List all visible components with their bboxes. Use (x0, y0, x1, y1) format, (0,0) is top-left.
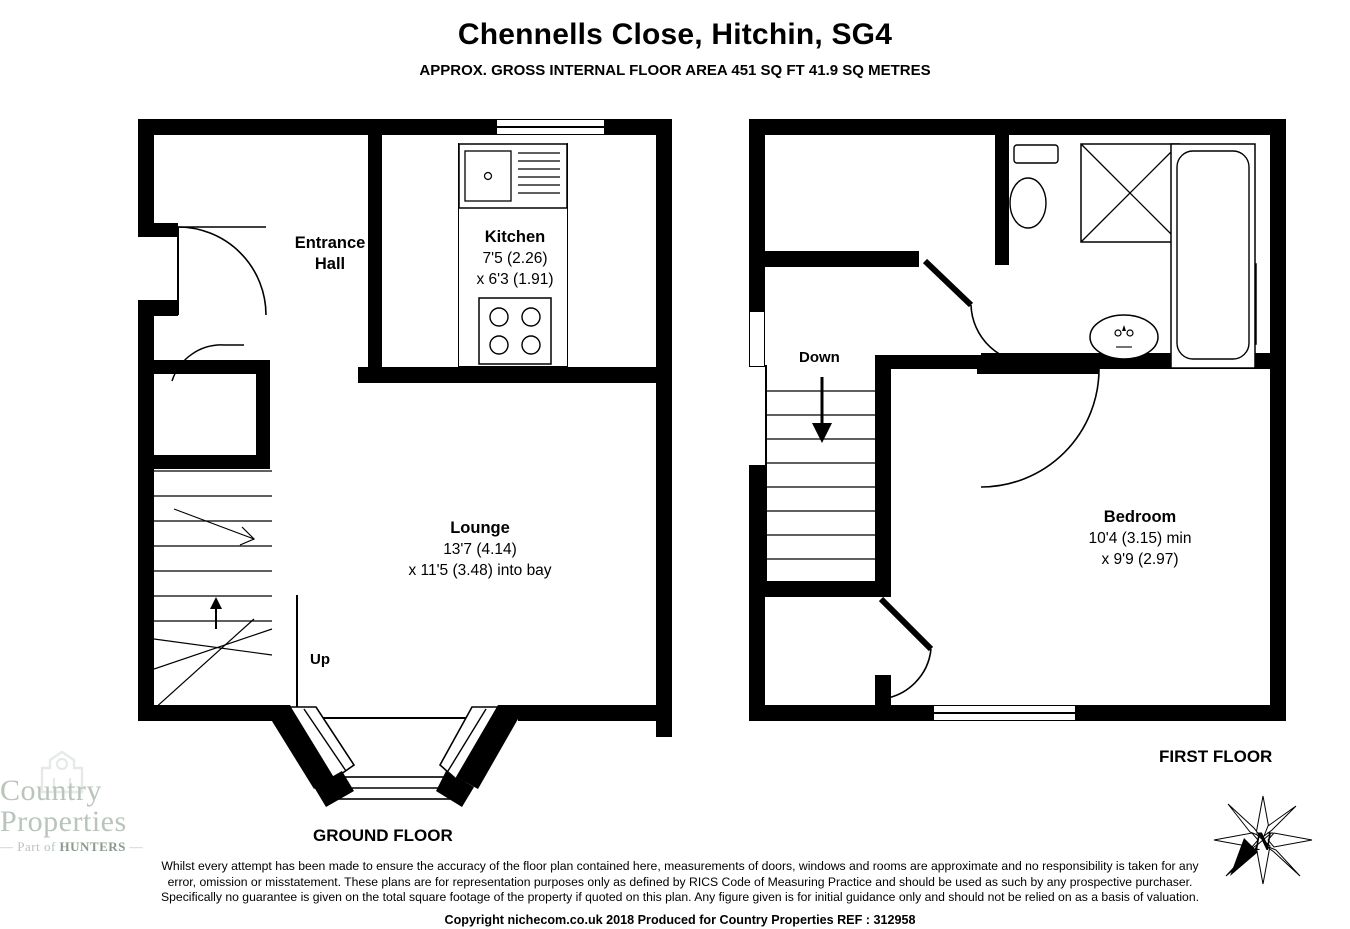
bath-tub (1170, 143, 1256, 369)
wall-right-lower (656, 367, 672, 737)
ff-lower-door-swing (875, 595, 985, 705)
ff-wall-top (749, 119, 1286, 135)
wall-right-upper (656, 119, 672, 379)
logo-line-1: Country (0, 774, 102, 807)
bedroom-door-swing (977, 365, 1107, 495)
wall-left-upper (138, 119, 154, 237)
lounge-name: Lounge (450, 519, 510, 537)
room-label-lounge (335, 518, 625, 581)
wash-basin (1088, 311, 1160, 363)
stair-opening-line-v (296, 595, 298, 720)
window-kitchen-top-line (496, 126, 606, 128)
bedroom-dim-line2: x 9'9 (2.97) (1101, 551, 1179, 568)
disclaimer-line-3: Specifically no guarantee is given on the total square footage of the property if quoted on this plan. Any figure given is for initial guidance only and should not be relied on as a basis of valuation. (161, 890, 1199, 904)
disclaimer-line-1: Whilst every attempt has been made to ensure the accuracy of the floor plan contained here, measurements of doors, windows and rooms are approximate and no responsibility is taken for any (161, 859, 1199, 873)
wall-top-left (138, 119, 498, 135)
kitchen-hob (478, 297, 552, 365)
wall-left-lower (138, 300, 154, 720)
ff-wall-bottom-left (749, 705, 935, 721)
ff-window-bottom-line (933, 712, 1077, 714)
wall-kitchen-bottom (358, 367, 672, 383)
kitchen-dim-line2: x 6'3 (1.91) (476, 271, 554, 288)
logo-part-of: — Part of (0, 839, 60, 854)
first-floor-plan (745, 115, 1290, 740)
entrance-hall-name-line1: Entrance (294, 234, 366, 252)
wc-toilet (1000, 143, 1062, 233)
page-title: Chennells Close, Hitchin, SG4 (457, 18, 893, 51)
ff-wall-right (1270, 119, 1286, 721)
kitchen-dim-line1: 7'5 (2.26) (482, 250, 548, 267)
logo-line3-suffix: — (125, 839, 144, 854)
wall-entrance-jamb-top (138, 223, 178, 237)
room-label-kitchen (420, 227, 610, 290)
first-floor-name: FIRST FLOOR (1159, 747, 1273, 766)
floor-area-subtitle: APPROX. GROSS INTERNAL FLOOR AREA 451 SQ FT 41.9 SQ METRES (419, 62, 931, 79)
stair-direction-down-arrow (807, 377, 837, 447)
logo-hunters: HUNTERS (59, 839, 126, 854)
staircase-ground-treads (154, 469, 274, 719)
bedroom-name: Bedroom (1103, 508, 1177, 526)
ff-wall-landing-top (763, 251, 919, 267)
country-properties-logo (0, 775, 215, 855)
logo-line-3 (0, 839, 215, 855)
lounge-dim-line2: x 11'5 (3.48) into bay (408, 562, 552, 579)
room-label-entrance-hall (230, 233, 430, 275)
bay-window (250, 703, 550, 825)
ground-floor-plan (130, 115, 690, 845)
cupboard-door-swing (170, 343, 246, 383)
kitchen-name: Kitchen (484, 228, 546, 246)
bathroom-door-swing (915, 255, 1045, 375)
bedroom-dim-line1: 10'4 (3.15) min (1088, 530, 1192, 547)
ff-wall-lower-jamb (875, 675, 891, 721)
ff-wall-stair-bottom (749, 581, 891, 597)
lounge-dim-line1: 13'7 (4.14) (443, 541, 517, 558)
stair-direction-up-label: Up (310, 651, 330, 668)
ff-wall-stair-right (875, 365, 891, 595)
logo-line-2: Properties (0, 805, 127, 838)
wall-cupboard-bottom (154, 455, 270, 469)
entrance-hall-name-line2: Hall (314, 255, 346, 273)
disclaimer-line-2: error, omission or misstatement. These plans are for representation purposes only as defined by RICS Code of Measuring Practice and should be used as such by any prospective purchaser. (167, 874, 1193, 889)
stair-direction-down-label: Down (799, 349, 840, 366)
ff-wall-bottom-right (1075, 705, 1286, 721)
copyright-line: Copyright nichecom.co.uk 2018 Produced for Country Properties REF : 312958 (444, 913, 916, 927)
disclaimer-text (150, 859, 1210, 906)
ground-floor-name: GROUND FLOOR (313, 826, 453, 845)
shower-cubicle (1080, 143, 1180, 243)
ff-door-opening-landing (749, 311, 765, 367)
wall-cupboard-right (256, 360, 270, 470)
compass-rose (1208, 790, 1318, 890)
room-label-bedroom (995, 507, 1285, 570)
compass-north-letter: N (1253, 827, 1273, 856)
